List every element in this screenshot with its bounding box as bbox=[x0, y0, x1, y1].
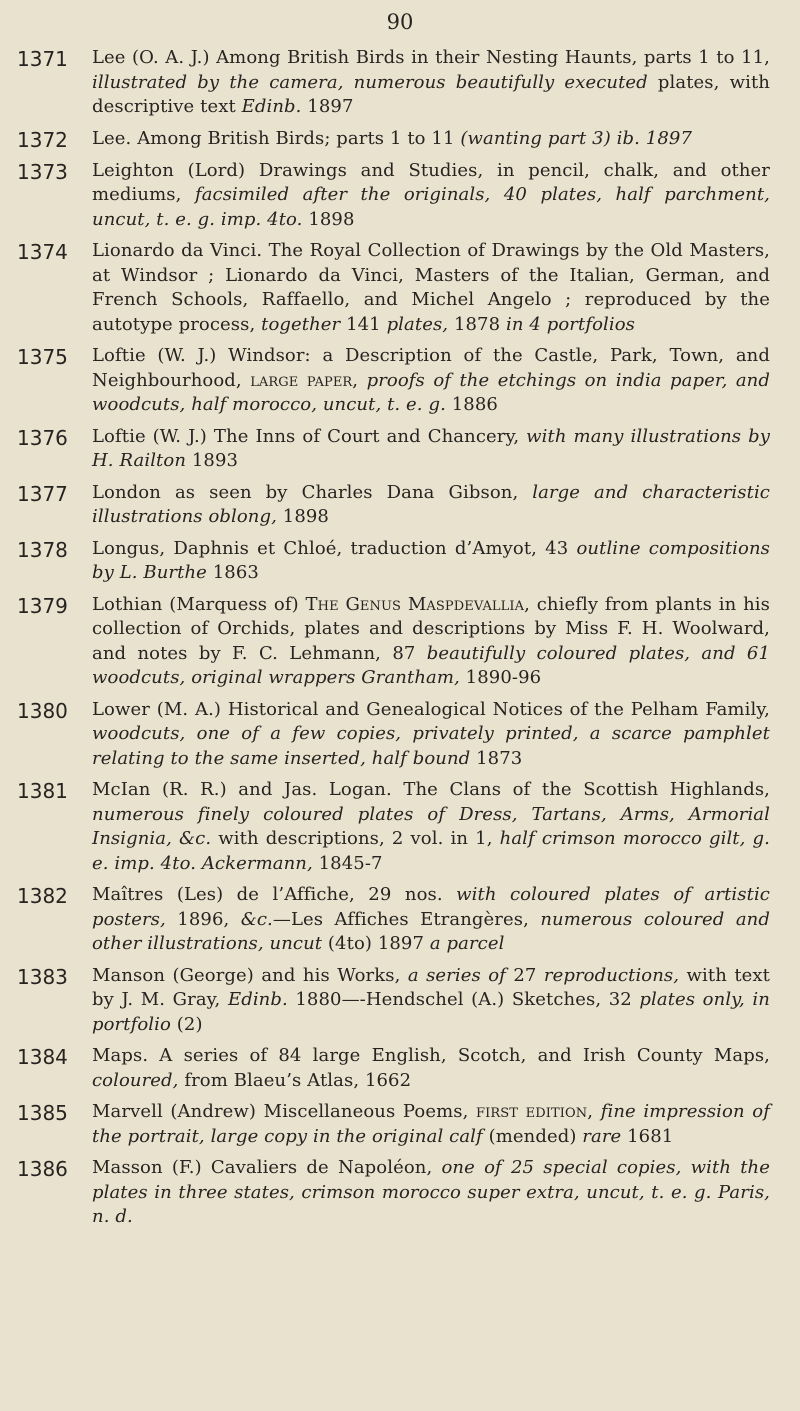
catalogue-entry bbox=[0, 883, 800, 957]
entry-description bbox=[92, 964, 770, 1038]
entry-text-run: 1890-96 bbox=[459, 667, 542, 688]
entry-description bbox=[92, 883, 770, 957]
lot-number: 1371 bbox=[17, 47, 68, 71]
entry-text-run: large and characteristic illustrations oblong, bbox=[92, 481, 770, 527]
entry-text-run: half crimson morocco gilt, g. e. imp. 4to. Ackermann, bbox=[92, 828, 771, 874]
catalogue-entry bbox=[0, 159, 800, 233]
entry-text-run: with text by J. M. Gray, bbox=[92, 964, 770, 1010]
catalogue-entry bbox=[0, 698, 800, 772]
entry-text-run: fine impression of the portrait, large copy in the original calf bbox=[92, 1101, 770, 1147]
catalogue-entry bbox=[0, 425, 800, 474]
entry-text-run: outline compositions by L. Burthe bbox=[92, 537, 770, 583]
lot-number: 1379 bbox=[17, 593, 68, 618]
entry-text-run: Maîtres (Les) de l’Affiche, 29 nos. bbox=[92, 884, 457, 905]
catalogue-entry bbox=[0, 1156, 800, 1230]
entry-text-run: 27 bbox=[505, 964, 544, 986]
entry-text-run: McIan (R. R.) and Jas. Logan. The Clans of the Scottish Highlands, bbox=[92, 779, 770, 800]
entry-text-run: Lionardo da Vinci. The Royal Collection of Drawings by the Old Masters, at Windsor ; Lionardo da Vinci, Masters of the Italian, German, and French Schools, Raffaello, and Michel Angelo ; reproduced by the autotype process, bbox=[92, 240, 770, 335]
entry-description bbox=[92, 1156, 770, 1230]
catalogue-entry bbox=[0, 537, 800, 586]
catalogue-entry bbox=[0, 778, 800, 876]
entry-text-run: plates, with descriptive text bbox=[92, 71, 770, 117]
entry-text-run: Grantham, bbox=[361, 667, 460, 688]
entry-description bbox=[92, 159, 770, 233]
entry-text-run: plates only, in portfolio bbox=[92, 989, 770, 1035]
entry-text-run: 1878 bbox=[448, 313, 506, 335]
catalogue-entry bbox=[0, 127, 800, 152]
entry-description bbox=[92, 593, 770, 691]
entry-text-run: coloured, bbox=[92, 1069, 179, 1091]
lot-number: 1378 bbox=[17, 537, 68, 562]
entry-description bbox=[92, 46, 770, 120]
lot-number: 1372 bbox=[17, 127, 68, 152]
entry-text-run: 1863 bbox=[206, 562, 259, 583]
entry-description bbox=[92, 1100, 770, 1149]
entry-text-run: Leighton (Lord) Drawings and Studies, in pencil, chalk, and other mediums, bbox=[92, 159, 770, 205]
page-number: 90 bbox=[386, 10, 414, 34]
entry-text-run: chiefly from plants in his collection of Orchids, plates and descriptions by Miss F. H. Woolward, and notes by F. C. Lehmann, 87 bbox=[92, 593, 770, 664]
entry-text-run: 1898 bbox=[276, 506, 329, 527]
entry-text-run: (mended) bbox=[482, 1125, 583, 1147]
catalogue-entries bbox=[0, 46, 800, 1237]
entry-text-run: Edinb. bbox=[241, 96, 302, 117]
lot-number: 1376 bbox=[17, 425, 68, 450]
catalogue-entry bbox=[0, 344, 800, 418]
entry-text-run: Longus, Daphnis et Chloé, traduction d’Amyot, 43 bbox=[92, 537, 577, 559]
entry-text-run: large paper, bbox=[250, 369, 359, 391]
entry-text-run: woodcuts, one of a few copies, privately printed, a scarce pamphlet relating to the same inserted, half bound bbox=[92, 723, 770, 769]
entry-text-run: 1845-7 bbox=[312, 852, 383, 874]
entry-text-run: 1896, bbox=[165, 908, 241, 930]
lot-number: 1374 bbox=[17, 240, 68, 264]
entry-text-run: proofs of the etchings on india paper, and woodcuts, half morocco, uncut, t. e. g. bbox=[92, 369, 770, 415]
entry-text-run: a parcel bbox=[429, 933, 505, 954]
lot-number: 1381 bbox=[17, 779, 68, 803]
entry-text-run: beautifully coloured plates, and 61 woodcuts, original wrappers bbox=[92, 642, 770, 688]
entry-text-run bbox=[593, 1101, 601, 1122]
entry-description bbox=[92, 239, 770, 337]
entry-text-run: ib. 1897 bbox=[616, 127, 693, 149]
entry-text-run: 1898 bbox=[302, 208, 355, 230]
entry-text-run: with many illustrations by H. Railton bbox=[92, 425, 770, 471]
entry-text-run: illustrated by the camera, numerous beautifully executed bbox=[92, 71, 648, 93]
entry-text-run: (wanting part 3) bbox=[460, 127, 611, 149]
entry-text-run: facsimiled after the originals, 40 plates, half parchment, uncut, t. e. g. imp. 4to. bbox=[92, 184, 770, 230]
entry-description bbox=[92, 778, 770, 876]
entry-text-run: Lee (O. A. J.) Among British Birds in their Nesting Haunts, parts 1 to 11, bbox=[92, 47, 770, 68]
entry-text-run: (2) bbox=[170, 1013, 203, 1035]
entry-text-run: numerous coloured and other illustrations, uncut bbox=[92, 908, 770, 954]
entry-description bbox=[92, 425, 770, 474]
entry-text-run: with descriptions, 2 vol. in 1, bbox=[211, 828, 500, 849]
catalogue-entry bbox=[0, 1044, 800, 1093]
entry-text-run: The Genus Maspdevallia, bbox=[305, 593, 530, 615]
catalogue-entry bbox=[0, 239, 800, 337]
entry-text-run: 1897 bbox=[301, 96, 354, 117]
entry-text-run: reproductions, bbox=[543, 964, 680, 986]
lot-number: 1373 bbox=[17, 159, 68, 184]
lot-number: 1383 bbox=[17, 964, 68, 989]
catalogue-entry bbox=[0, 1100, 800, 1149]
entry-text-run: Loftie (W. J.) The Inns of Court and Chancery, bbox=[92, 425, 527, 447]
entry-text-run: Edinb. bbox=[227, 989, 288, 1010]
entry-text-run: with coloured plates of artistic posters, bbox=[92, 884, 770, 930]
catalogue-entry bbox=[0, 964, 800, 1038]
entry-description bbox=[92, 481, 770, 530]
entry-description bbox=[92, 698, 770, 772]
entry-text-run: —Les Affiches Etrangères, bbox=[272, 908, 541, 930]
entry-text-run: numerous finely coloured plates of Dress, Tartans, Arms, Armorial Insignia, &c. bbox=[92, 803, 770, 849]
entry-text-run: first edition, bbox=[476, 1101, 594, 1122]
entry-text-run: 1681 bbox=[621, 1125, 674, 1147]
lot-number: 1375 bbox=[17, 345, 68, 369]
entry-text-run: from Blaeu’s Atlas, 1662 bbox=[178, 1069, 412, 1091]
entry-text-run: (4to) 1897 bbox=[322, 933, 430, 954]
entry-text-run: 1873 bbox=[470, 747, 523, 769]
entry-text-run: Loftie (W. J.) Windsor: a Description of the Castle, Park, Town, and Neighbourhood, bbox=[92, 345, 770, 391]
lot-number: 1385 bbox=[17, 1101, 68, 1125]
entry-text-run: London as seen by Charles Dana Gibson, bbox=[92, 481, 533, 503]
entry-description bbox=[92, 344, 770, 418]
entry-text-run bbox=[358, 370, 366, 391]
entry-text-run: 141 bbox=[340, 313, 387, 335]
entry-text-run: together bbox=[261, 313, 341, 335]
entry-text-run: &c. bbox=[240, 908, 273, 930]
entry-text-run: a series of bbox=[407, 964, 506, 986]
lot-number: 1386 bbox=[17, 1157, 68, 1181]
entry-text-run: Lower (M. A.) Historical and Genealogical Notices of the Pelham Family, bbox=[92, 698, 770, 720]
lot-number: 1382 bbox=[17, 884, 68, 908]
catalogue-entry bbox=[0, 481, 800, 530]
catalogue-entry bbox=[0, 593, 800, 691]
lot-number: 1384 bbox=[17, 1045, 68, 1069]
lot-number: 1377 bbox=[17, 481, 68, 506]
entry-text-run: Masson (F.) Cavaliers de Napoléon, bbox=[92, 1157, 442, 1178]
entry-description bbox=[92, 1044, 770, 1093]
entry-text-run: plates, bbox=[386, 313, 449, 335]
entry-text-run: Manson (George) and his Works, bbox=[92, 964, 408, 986]
entry-description bbox=[92, 127, 770, 152]
entry-text-run: Maps. A series of 84 large English, Scotch, and Irish County Maps, bbox=[92, 1045, 770, 1066]
entry-text-run: Lothian (Marquess of) bbox=[92, 593, 306, 615]
entry-text-run: in 4 portfolios bbox=[505, 313, 636, 335]
entry-text-run: Lee. Among British Birds; parts 1 to 11 bbox=[92, 127, 461, 149]
entry-description bbox=[92, 537, 770, 586]
entry-text-run: rare bbox=[582, 1125, 622, 1147]
catalogue-entry bbox=[0, 46, 800, 120]
entry-text-run: 1880—-Hendschel (A.) Sketches, 32 bbox=[287, 989, 640, 1010]
entry-text-run: 1886 bbox=[445, 394, 498, 415]
entry-text-run: 1893 bbox=[186, 450, 239, 471]
entry-text-run: Marvell (Andrew) Miscellaneous Poems, bbox=[92, 1101, 477, 1122]
entry-text-run: one of 25 special copies, with the plates in three states, crimson morocco super extra, uncut, t. e. g. Paris, n. d. bbox=[92, 1157, 770, 1227]
lot-number: 1380 bbox=[17, 698, 68, 723]
